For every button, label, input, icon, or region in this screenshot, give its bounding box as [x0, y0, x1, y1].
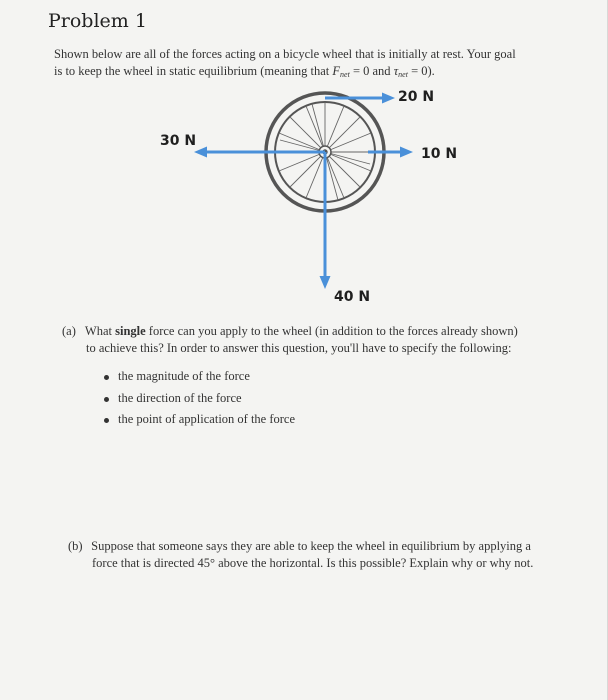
force-label-20n: 20 N: [398, 89, 435, 105]
part-a-label: (a): [62, 324, 76, 338]
list-item: the direction of the force: [104, 391, 295, 413]
list-item: the magnitude of the force: [104, 369, 295, 391]
intro-line-2: is to keep the wheel in static equilibrium (meaning that $F_{net} = 0$ and $\tau_{net} = 0$).: [54, 64, 435, 79]
part-b-question: (b) Suppose that someone says they are able to keep the wheel in equilibrium by applying a force that is directed 45° above the horizontal. Is this possible? Explain why or why not.: [68, 539, 534, 570]
force-label-10n: 10 N: [421, 146, 458, 162]
arrow-40n: [320, 152, 331, 289]
force-label-30n: 30 N: [160, 133, 197, 149]
part-a-question: (a) What single force can you apply to the wheel (in addition to the forces already shown) to achieve this? In order to answer this question, you'll have to specify the following:: [62, 324, 518, 355]
problem-title: Problem 1: [48, 10, 147, 32]
part-a-bullet-list: [104, 369, 295, 434]
force-label-40n: 40 N: [334, 289, 371, 305]
part-b-label: (b): [68, 539, 83, 553]
list-item: the point of application of the force: [104, 412, 295, 434]
intro-line-1: Shown below are all of the forces acting on a bicycle wheel that is initially at rest. Your goal: [54, 47, 516, 61]
arrow-30n: [194, 147, 325, 158]
